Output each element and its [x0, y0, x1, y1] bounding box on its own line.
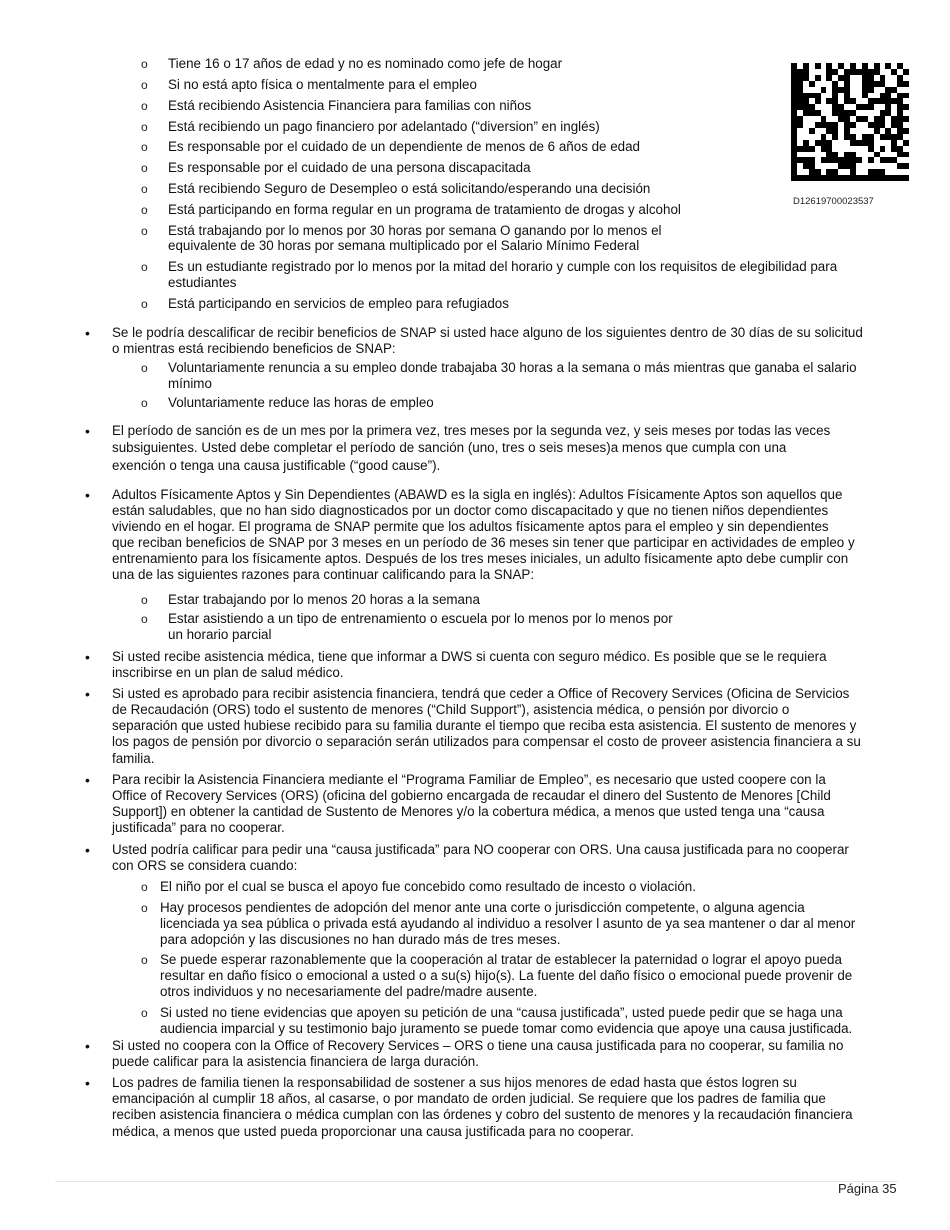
sub-item: Estar trabajando por lo menos 20 horas a la semana — [168, 592, 480, 607]
bullet-marker: • — [85, 686, 90, 702]
paragraph-line: Support]) en obtener la cantidad de Sustento de Menores y/o la cobertura médica, a menos que usted tenga una “causa — [112, 804, 825, 819]
footer-divider — [55, 1181, 898, 1182]
paragraph-line: Para recibir la Asistencia Financiera mediante el “Programa Familiar de Empleo”, es necesario que usted coopere con la — [112, 772, 826, 787]
paragraph-line: médica, a menos que usted pueda proporcionar una causa justificada para no cooperar. — [112, 1124, 634, 1139]
bullet-marker: • — [85, 487, 90, 503]
exemption-item: Es responsable por el cuidado de un dependiente de menos de 6 años de edad — [168, 139, 641, 154]
sub-bullet-marker: o — [141, 361, 148, 375]
sub-bullet-marker: o — [141, 203, 148, 217]
paragraph-line: de Recaudación (ORS) todo el sustento de menores (“Child Support”), asistencia médica, o pensión por divorcio o — [112, 702, 790, 717]
bullet-marker: • — [85, 1038, 90, 1054]
paragraph-line: Si usted recibe asistencia médica, tiene que informar a DWS si cuenta con seguro médico. Es posible que se le requiera — [112, 649, 827, 664]
bullet-marker: • — [85, 1075, 90, 1091]
paragraph-line: Si usted no coopera con la Office of Recovery Services – ORS o tiene una causa justificada para no cooperar, su familia no — [112, 1038, 844, 1053]
exemption-item: Está recibiendo un pago financiero por adelantado (“diversion” en inglés) — [168, 119, 600, 134]
paragraph-line: justificada” para no cooperar. — [112, 820, 285, 835]
paragraph-line: Se le podría descalificar de recibir beneficios de SNAP si usted hace alguno de los siguientes dentro de 30 días de su solicitud — [112, 325, 863, 340]
paragraph-line: una de las siguientes razones para continuar calificando para la SNAP: — [112, 567, 535, 582]
bullet-marker: • — [85, 325, 90, 341]
sub-bullet-marker: o — [141, 182, 148, 196]
sub-bullet-marker: o — [141, 901, 148, 915]
paragraph-line: Office of Recovery Services (ORS) (oficina del gobierno encargada de recaudar el dinero del Sustento de Menores [Child — [112, 788, 831, 803]
paragraph-line: Si usted es aprobado para recibir asistencia financiera, tendrá que ceder a Office of Recovery Services (Oficina de Servicios — [112, 686, 850, 701]
exemption-item: Es responsable por el cuidado de una persona discapacitada — [168, 160, 531, 175]
sub-bullet-marker: o — [141, 57, 148, 71]
sub-bullet-marker: o — [141, 78, 148, 92]
sub-bullet-marker: o — [141, 612, 148, 626]
sub-item: Voluntariamente renuncia a su empleo donde trabajaba 30 horas a la semana o más mientras que ganaba el salario — [168, 360, 857, 375]
paragraph-line: inscribirse en un plan de salud médico. — [112, 665, 344, 680]
page-number: Página 35 — [838, 1181, 897, 1196]
exemption-item-cont: estudiantes — [168, 275, 237, 290]
bullet-marker: • — [85, 649, 90, 665]
sub-item-cont: audiencia imparcial y su testimonio bajo juramento se puede tomar como evidencia que apoye una causa justificada. — [160, 1021, 853, 1036]
sub-item: El niño por el cual se busca el apoyo fue concebido como resultado de incesto o violación. — [160, 879, 696, 894]
exemption-item: Está recibiendo Asistencia Financiera para familias con niños — [168, 98, 532, 113]
sub-bullet-marker: o — [141, 880, 148, 894]
exemption-item: Tiene 16 o 17 años de edad y no es nominado como jefe de hogar — [168, 56, 563, 71]
paragraph-line: Los padres de familia tienen la responsabilidad de sostener a sus hijos menores de edad hasta que éstos logren su — [112, 1075, 797, 1090]
sub-bullet-marker: o — [141, 120, 148, 134]
paragraph-line: con ORS se considera cuando: — [112, 858, 298, 873]
paragraph-line: reciben asistencia financiera o médica cumplan con las órdenes y cobro del sustento de menores y la recaudación financiera — [112, 1107, 853, 1122]
exemption-item-cont: equivalente de 30 horas por semana multiplicado por el Salario Mínimo Federal — [168, 238, 640, 253]
bullet-marker: • — [85, 842, 90, 858]
sub-bullet-marker: o — [141, 1006, 148, 1020]
paragraph-line: emancipación al cumplir 18 años, al casarse, o por mandato de orden judicial. Se requiere que los padres de familia que — [112, 1091, 826, 1106]
sub-bullet-marker: o — [141, 297, 148, 311]
datamatrix-barcode — [791, 63, 909, 181]
paragraph-line: exención o tenga una causa justificable (“good cause”). — [112, 458, 441, 473]
sub-bullet-marker: o — [141, 953, 148, 967]
sub-item: Estar asistiendo a un tipo de entrenamiento o escuela por lo menos por lo menos por — [168, 611, 673, 626]
sub-bullet-marker: o — [141, 99, 148, 113]
paragraph-line: El período de sanción es de un mes por la primera vez, tres meses por la segunda vez, y seis meses por todas las veces — [112, 423, 831, 438]
exemption-item: Es un estudiante registrado por lo menos por la mitad del horario y cumple con los requisitos de elegibilidad para — [168, 259, 838, 274]
barcode-module — [903, 175, 909, 181]
sub-bullet-marker: o — [141, 161, 148, 175]
sub-item-cont: otros individuos y no necesariamente del padre/madre ausente. — [160, 984, 538, 999]
paragraph-line: separación que usted hubiese recibido para su familia durante el tiempo que reciba esta asistencia. El sustento de menores y — [112, 718, 857, 733]
sub-item: Si usted no tiene evidencias que apoyen su petición de una “causa justificada”, usted puede pedir que se haga una — [160, 1005, 843, 1020]
paragraph-line: subsiguientes. Usted debe completar el período de sanción (uno, tres o seis meses)a menos que cumpla con una — [112, 440, 787, 455]
paragraph-line: Adultos Físicamente Aptos y Sin Dependientes (ABAWD es la sigla en inglés): Adultos Físicamente Aptos son aquellos que — [112, 487, 843, 502]
sub-item-cont: un horario parcial — [168, 627, 272, 642]
barcode-id: D12619700023537 — [793, 196, 874, 207]
sub-item: Se puede esperar razonablemente que la cooperación al tratar de establecer la paternidad o lograr el apoyo pueda — [160, 952, 842, 967]
exemption-item: Está recibiendo Seguro de Desempleo o está solicitando/esperando una decisión — [168, 181, 651, 196]
bullet-marker: • — [85, 772, 90, 788]
paragraph-line: están saludables, que no han sido diagnosticados por un doctor como discapacitado y que no tienen niños dependientes — [112, 503, 829, 518]
sub-bullet-marker: o — [141, 593, 148, 607]
exemption-item: Si no está apto física o mentalmente para el empleo — [168, 77, 477, 92]
paragraph-line: Usted podría calificar para pedir una “causa justificada” para NO cooperar con ORS. Una causa justificada para no cooperar — [112, 842, 849, 857]
sub-item: Voluntariamente reduce las horas de empleo — [168, 395, 434, 410]
paragraph-line: puede calificar para la asistencia financiera de larga duración. — [112, 1054, 479, 1069]
exemption-item: Está trabajando por lo menos por 30 horas por semana O ganando por lo menos el — [168, 223, 662, 238]
sub-item-cont: licenciada ya sea pública o privada está ayudando al individuo a resolver l asunto de ya sea mantener o dar al menor — [160, 916, 856, 931]
paragraph-line: o mientras está recibiendo beneficios de SNAP: — [112, 341, 396, 356]
sub-item: Hay procesos pendientes de adopción del menor ante una corte o jurisdicción competente, o alguna agencia — [160, 900, 805, 915]
exemption-item: Está participando en forma regular en un programa de tratamiento de drogas y alcohol — [168, 202, 681, 217]
paragraph-line: familia. — [112, 751, 155, 766]
sub-bullet-marker: o — [141, 140, 148, 154]
sub-item-cont: resultar en daño físico o emocional a usted o a su(s) hijo(s). La fuente del daño físico o emocional puede provenir de — [160, 968, 853, 983]
paragraph-line: viviendo en el hogar. El programa de SNAP permite que los adultos físicamente aptos para el empleo y sin dependientes — [112, 519, 829, 534]
exemption-item: Está participando en servicios de empleo para refugiados — [168, 296, 509, 311]
sub-item-cont: para adopción y las discusiones no han durado más de tres meses. — [160, 932, 561, 947]
sub-bullet-marker: o — [141, 260, 148, 274]
paragraph-line: que reciban beneficios de SNAP por 3 meses en un período de 36 meses sin tener que participar en actividades de empleo y — [112, 535, 855, 550]
sub-bullet-marker: o — [141, 224, 148, 238]
sub-item-cont: mínimo — [168, 376, 212, 391]
sub-bullet-marker: o — [141, 396, 148, 410]
bullet-marker: • — [85, 423, 90, 439]
paragraph-line: entrenamiento para los físicamente aptos. Después de los tres meses iniciales, un adulto físicamente apto debe cumplir con — [112, 551, 849, 566]
paragraph-line: los pagos de pensión por divorcio o separación serán utilizados para compensar el costo de proveer asistencia financiera a su — [112, 734, 861, 749]
